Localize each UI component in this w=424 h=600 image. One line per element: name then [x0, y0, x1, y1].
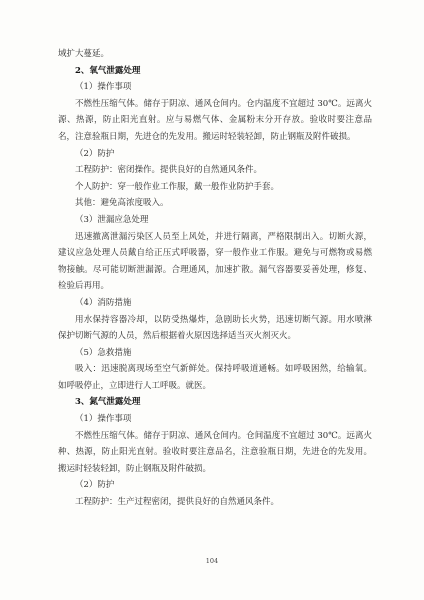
paragraph: （1）操作事项	[75, 82, 132, 93]
paragraph: 域扩大蔓延。	[58, 49, 110, 59]
paragraph: （3）泄漏应急处理	[75, 214, 149, 225]
paragraph: （5）急救措施	[75, 347, 132, 358]
paragraph: 工程防护：生产过程密闭，提供良好的自然通风条件。	[75, 497, 280, 508]
paragraph: 用水保持容器冷却，以防受热爆炸，急剧助长火势，迅速切断气源。用水喷淋保护切断气源的人员，然后根据着火原因选择适当灭火剂灭火。	[58, 314, 372, 342]
paragraph: 工程防护：密闭操作。提供良好的自然通风条件。	[75, 165, 263, 176]
paragraph: 吸入：迅速脱离现场至空气新鲜处。保持呼吸道通畅。如呼吸困然，给输氧。如呼吸停止，立即进行人工呼吸。就医。	[58, 364, 372, 391]
paragraph: 其他：避免高浓度吸入。	[75, 198, 169, 209]
section-heading: 3、氮气泄露处理	[75, 397, 141, 408]
paragraph: 迅速撤离泄漏污染区人员至上风处，并进行隔离，严格限制出入。切断火源，建议应急处理人员戴自给正压式呼吸器，穿一般作业工作服。避免与可燃物或易燃物接触。尽可能切断泄漏源。合理通风，加速扩散。漏气容器要妥善处理，修复、检验后再用。	[58, 231, 372, 292]
section-heading: 2、氧气泄露处理	[75, 65, 141, 76]
paragraph: （4）消防措施	[75, 297, 132, 308]
paragraph: 不燃性压缩气体。储存于阴凉、通风仓间内。仓间温度不宜超过 30℃。远离火种、热源，防止阳光直射。验收时要注意品名，注意验瓶日期，先进仓的先发用。搬运时轻装轻卸，防止钢瓶及附件破损。	[58, 430, 372, 474]
document-body	[58, 46, 372, 511]
paragraph: 不燃性压缩气体。储存于阴凉、通风仓间内。仓内温度不宜超过 30℃。远离火源、热源，防止阳光直射。应与易燃气体、金属粉末分开存放。验收时要注意品名，注意验瓶日期，先进仓的先发用。搬运时轻装轻卸，防止钢瓶及附件破损。	[58, 98, 372, 142]
paragraph: （1）操作事项	[75, 414, 132, 425]
paragraph: （2）防护	[75, 480, 115, 491]
paragraph: 个人防护：穿一般作业工作服，戴一般作业防护手套。	[75, 181, 280, 192]
paragraph: （2）防护	[75, 148, 115, 159]
page-number: 104	[205, 557, 219, 565]
